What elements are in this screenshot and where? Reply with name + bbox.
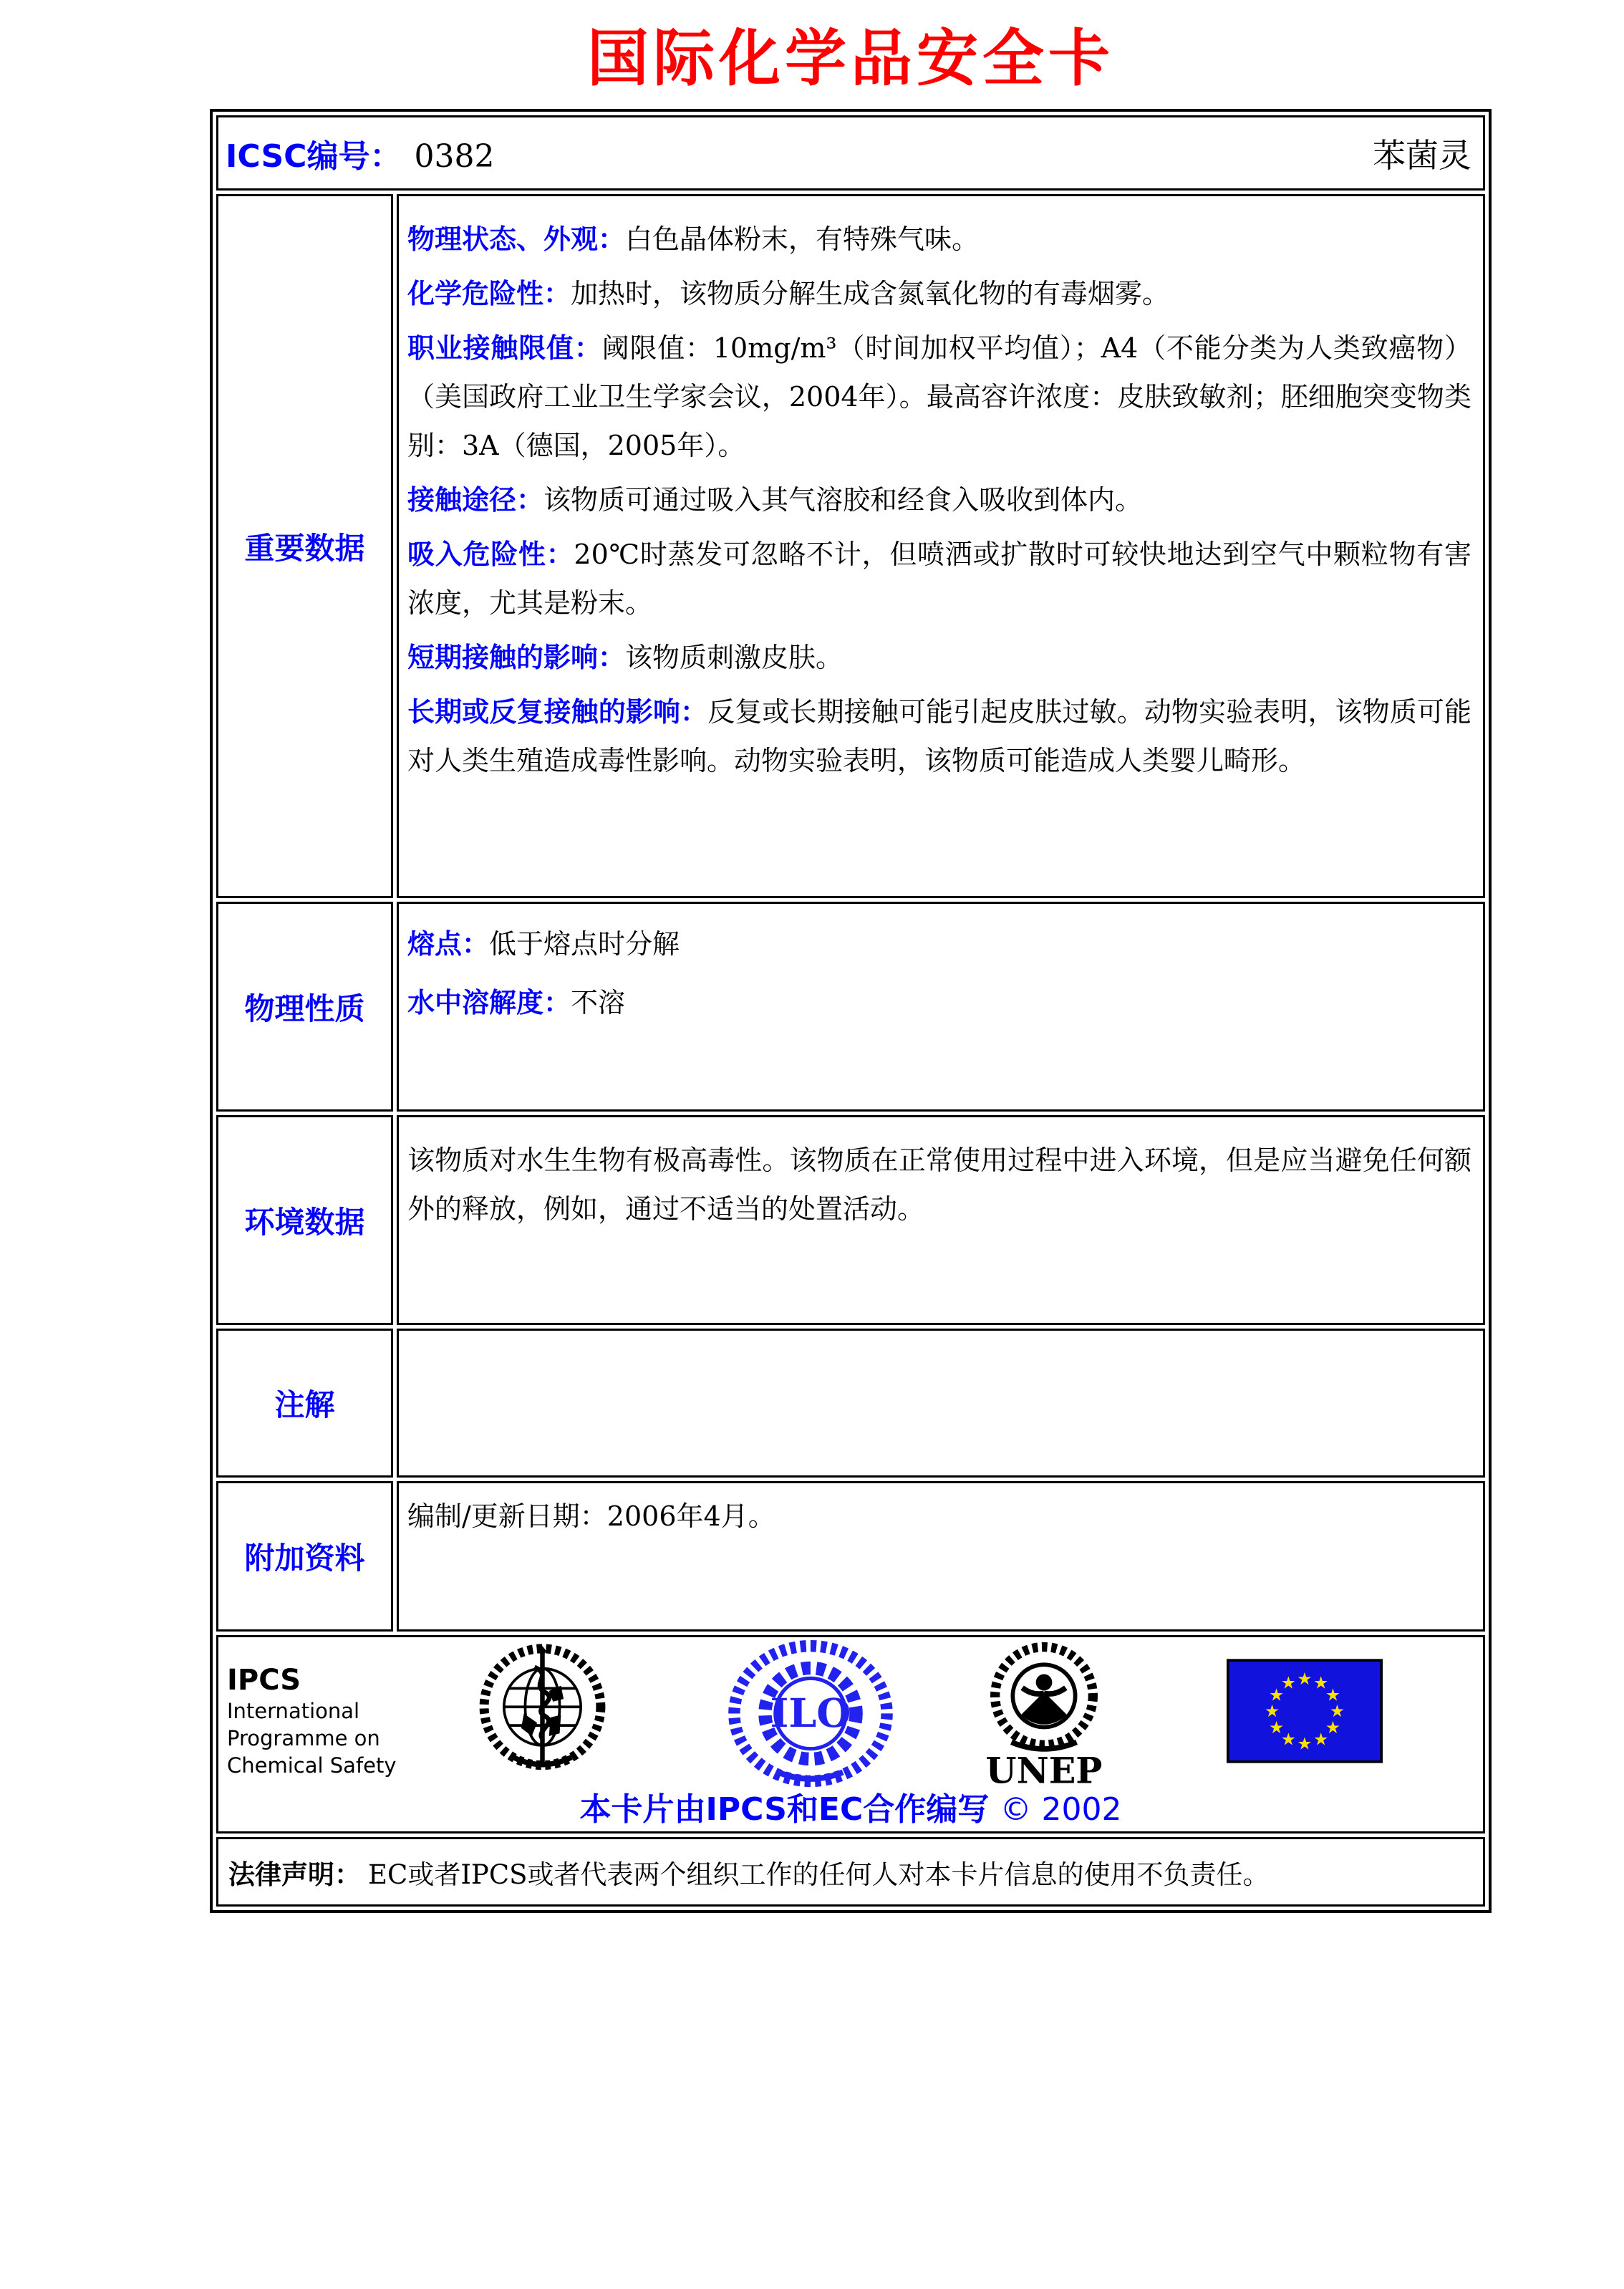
section-label-environmental-data (216, 1115, 393, 1325)
important-item-physical-state: 物理状态、外观：白色晶体粉末，有特殊气味。 (407, 223, 980, 255)
section-label-text: 环境数据 (244, 1204, 365, 1240)
important-item-short-term-effects: 短期接触的影响：该物质刺激皮肤。 (407, 642, 844, 673)
section-label-text: 附加资料 (244, 1541, 365, 1576)
section-content-notes (397, 1329, 1485, 1478)
chemical-name: 苯菌灵 (1373, 135, 1471, 175)
important-item-exposure-routes: 接触途径：该物质可通过吸入其气溶胶和经食入吸收到体内。 (407, 484, 1143, 516)
svg-text:UNEP: UNEP (985, 1750, 1103, 1788)
svg-text:★: ★ (1264, 1701, 1280, 1722)
environmental-data-text: 该物质对水生生物有极高毒性。该物质在正常使用过程中进入环境，但是应当避免任何额外的释放，例如，通过不适当的处置活动。 (407, 1144, 1471, 1225)
additional-info-text: 编制/更新日期：2006年4月。 (407, 1500, 775, 1532)
ipcs-line-3: Chemical Safety (227, 1753, 397, 1778)
important-item-exposure-limits: 职业接触限值：阈限值：10mg/m³（时间加权平均值）；A4（不能分类为人类致癌物）（美国政府工业卫生学家会议，2004年）。最高容许浓度：皮肤致敏剂；胚细胞突变物类别：3A（德国，2005年）。 (407, 332, 1471, 461)
svg-text:★: ★ (1325, 1717, 1341, 1738)
svg-text:★: ★ (1297, 1668, 1313, 1689)
legal-notice-cell (216, 1837, 1485, 1907)
icsc-header-row (216, 115, 1485, 191)
section-content-physical-properties (397, 902, 1485, 1112)
who-logo-icon (476, 1640, 609, 1790)
unep-logo-icon (976, 1642, 1112, 1791)
important-item-inhalation-risk: 吸入危险性：20℃时蒸发可忽略不计，但喷洒或扩散时可较快地达到空气中颗粒物有害浓度，尤其是粉末。 (407, 539, 1471, 619)
svg-text:★: ★ (1313, 1672, 1329, 1693)
page-title: 国际化学品安全卡 (587, 22, 1114, 95)
ilo-logo-icon (725, 1640, 896, 1790)
icsc-number-label: ICSC编号： (226, 138, 402, 175)
legal-notice-text: EC或者IPCS或者代表两个组织工作的任何人对本卡片信息的使用不负责任。 (368, 1859, 1270, 1890)
ipcs-line-2: Programme on (227, 1726, 380, 1750)
section-label-physical-properties (216, 902, 393, 1112)
section-label-additional-info (216, 1481, 393, 1632)
section-label-notes (216, 1329, 393, 1478)
footer-logos-row (216, 1635, 1485, 1833)
svg-text:★: ★ (1329, 1701, 1345, 1722)
ipcs-line-1: International (227, 1699, 360, 1723)
important-data-row (216, 194, 1485, 898)
section-content-important-data (397, 194, 1485, 898)
icsc-number-value: 0382 (414, 138, 495, 175)
section-label-text: 注解 (274, 1387, 335, 1422)
important-item-chemical-danger: 化学危险性：加热时，该物质分解生成含氮氧化物的有毒烟雾。 (407, 278, 1170, 309)
physical-properties-row (216, 902, 1485, 1112)
svg-text:★: ★ (1297, 1733, 1313, 1754)
section-label-text: 物理性质 (244, 991, 365, 1026)
svg-text:★: ★ (1325, 1685, 1341, 1705)
environmental-data-row (216, 1115, 1485, 1325)
footer-logos-cell (216, 1635, 1485, 1833)
ipcs-text-block (227, 1663, 397, 1779)
icsc-number-group (226, 130, 494, 176)
physical-item-water-solubility: 水中溶解度：不溶 (407, 987, 626, 1018)
section-content-environmental-data (397, 1115, 1485, 1325)
legal-notice-label: 法律声明： (228, 1859, 361, 1890)
copyright-line (218, 1783, 1483, 1829)
additional-info-row (216, 1481, 1485, 1632)
svg-text:ILO: ILO (770, 1690, 851, 1737)
important-item-long-term-effects: 长期或反复接触的影响：反复或长期接触可能引起皮肤过敏。动物实验表明，该物质可能对人类生殖造成毒性影响。动物实验表明，该物质可能造成人类婴儿畸形。 (407, 696, 1471, 776)
legal-notice-row (216, 1837, 1485, 1907)
svg-text:★: ★ (1313, 1729, 1329, 1750)
physical-item-melting-point: 熔点：低于熔点时分解 (407, 928, 680, 960)
eu-flag-icon (1227, 1659, 1383, 1766)
svg-text:★: ★ (1280, 1672, 1296, 1693)
svg-text:★: ★ (1280, 1729, 1296, 1750)
svg-text:★: ★ (1268, 1717, 1285, 1738)
icsc-header-cell (216, 115, 1485, 191)
svg-text:★: ★ (1268, 1685, 1285, 1705)
copyright-text: 本卡片由IPCS和EC合作编写 (579, 1791, 990, 1828)
notes-row (216, 1329, 1485, 1478)
copyright-year: © 2002 (1000, 1791, 1122, 1828)
ipcs-title: IPCS (227, 1664, 301, 1697)
section-content-additional-info (397, 1481, 1485, 1632)
section-label-important-data (216, 194, 393, 898)
section-label-text: 重要数据 (244, 530, 365, 566)
safety-card-table (210, 109, 1492, 1913)
